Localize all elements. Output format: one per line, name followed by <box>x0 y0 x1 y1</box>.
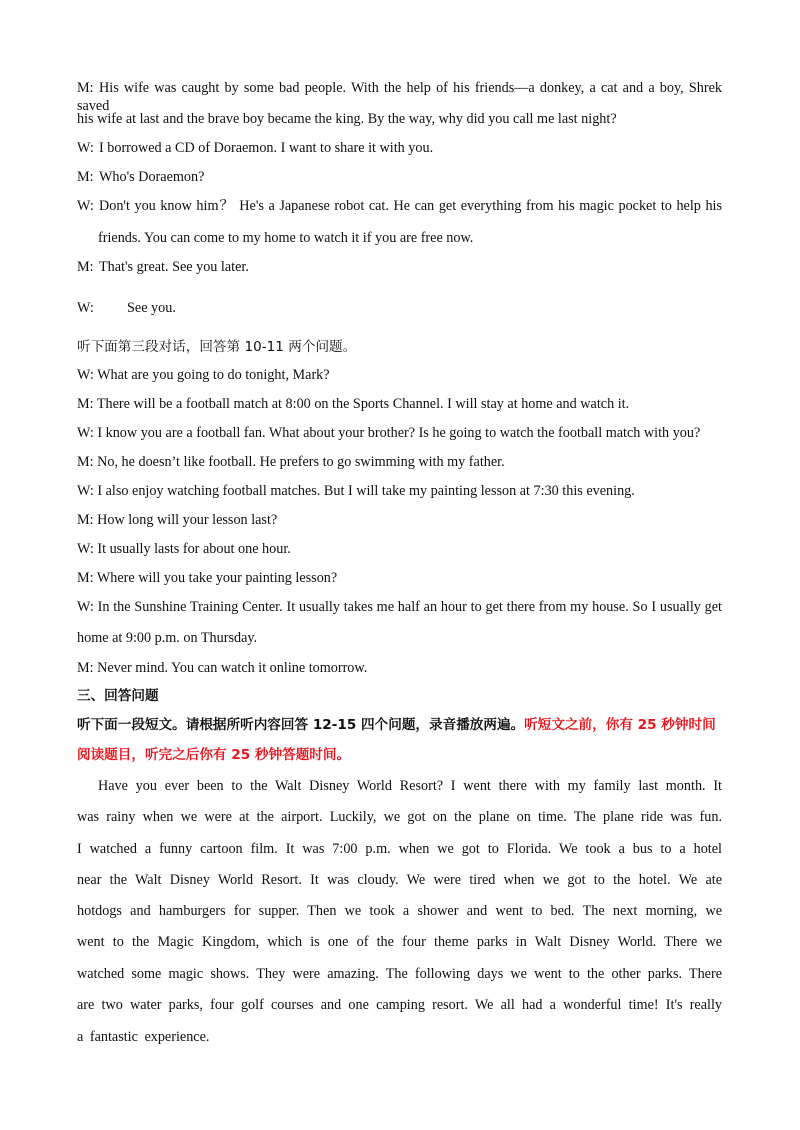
passage-line: near the Walt Disney World Resort. It was cloudy. We were tired when we got to the hotel. We ate <box>77 872 722 888</box>
passage-line: watched some magic shows. They were amazing. The following days we went to the other parks. There <box>77 966 722 982</box>
dialogue-line: M: No, he doesn’t like football. He prefers to go swimming with my father. <box>77 454 505 470</box>
speaker-label: M: <box>77 259 94 275</box>
speaker-label: W: <box>77 140 94 156</box>
section-instruction <box>77 716 716 734</box>
speaker-label: W: <box>77 198 94 214</box>
passage-line: went to the Magic Kingdom, which is one of the four theme parks in Walt Disney World. There we <box>77 934 722 950</box>
dialogue-line: W: It usually lasts for about one hour. <box>77 541 291 557</box>
dialogue-line <box>77 168 204 186</box>
dialogue-line: his wife at last and the brave boy became the king. By the way, why did you call me last night? <box>77 111 617 127</box>
dialogue-text: Don't you know him？ He's a Japanese robot cat. He can get everything from his magic pocket to help his <box>99 198 722 214</box>
section-heading: 三、回答问题 <box>77 688 159 704</box>
dialogue-line: W: What are you going to do tonight, Mark? <box>77 367 330 383</box>
dialogue-line: home at 9:00 p.m. on Thursday. <box>77 630 258 646</box>
instruction-red-continued: 阅读题目，听完之后你有 25 秒钟答题时间。 <box>77 747 351 763</box>
dialogue-line <box>77 139 433 157</box>
passage-line: a fantastic experience. <box>77 1029 210 1045</box>
instruction-red: 听短文之前，你有 25 秒钟时间 <box>524 717 716 733</box>
passage-line: was rainy when we were at the airport. Luckily, we got on the plane on time. The plane ride was fun. <box>77 809 722 825</box>
passage-line: Have you ever been to the Walt Disney World Resort? I went there with my family last month. It <box>98 778 722 794</box>
dialogue-line: M: There will be a football match at 8:00 on the Sports Channel. I will stay at home and watch it. <box>77 396 630 412</box>
dialogue-text: That's great. See you later. <box>99 259 249 275</box>
passage-line: hotdogs and hamburgers for supper. Then we took a shower and went to bed. The next morning, we <box>77 903 722 919</box>
speaker-label: W: <box>77 300 94 316</box>
dialogue-line: W: In the Sunshine Training Center. It usually takes me half an hour to get there from my house. So I usually get <box>77 599 722 615</box>
passage-line: are two water parks, four golf courses and one camping resort. We all had a wonderful time! It's really <box>77 997 722 1013</box>
dialogue-line: M: How long will your lesson last? <box>77 512 278 528</box>
dialogue-text: See you. <box>127 300 176 316</box>
dialogue-text: I borrowed a CD of Doraemon. I want to share it with you. <box>99 140 434 156</box>
dialogue-text: Who's Doraemon? <box>99 169 205 185</box>
passage-line: I watched a funny cartoon film. It was 7:00 p.m. when we got to Florida. We took a bus to a hotel <box>77 841 722 857</box>
dialogue-line: W: I know you are a football fan. What about your brother? Is he going to watch the football match with you? <box>77 425 701 441</box>
instruction-black: 听下面一段短文。请根据所听内容回答 12-15 四个问题，录音播放两遍。 <box>77 717 525 733</box>
dialogue-line: W: I also enjoy watching football matches. But I will take my painting lesson at 7:30 this evening. <box>77 483 635 499</box>
dialogue-line <box>77 299 176 317</box>
dialogue3-instruction: 听下面第三段对话，回答第 10-11 两个问题。 <box>77 339 357 355</box>
dialogue-text: His wife was caught by some bad people. With the help of his friends—a donkey, a cat and a boy, Shrek saved <box>77 80 722 114</box>
dialogue-line: M: Never mind. You can watch it online tomorrow. <box>77 660 368 676</box>
dialogue-line <box>77 258 249 276</box>
dialogue-line: friends. You can come to my home to watch it if you are free now. <box>98 230 474 246</box>
dialogue-line: M: Where will you take your painting lesson? <box>77 570 338 586</box>
speaker-label: M: <box>77 169 94 185</box>
dialogue-line <box>77 197 722 215</box>
speaker-label: M: <box>77 80 94 96</box>
